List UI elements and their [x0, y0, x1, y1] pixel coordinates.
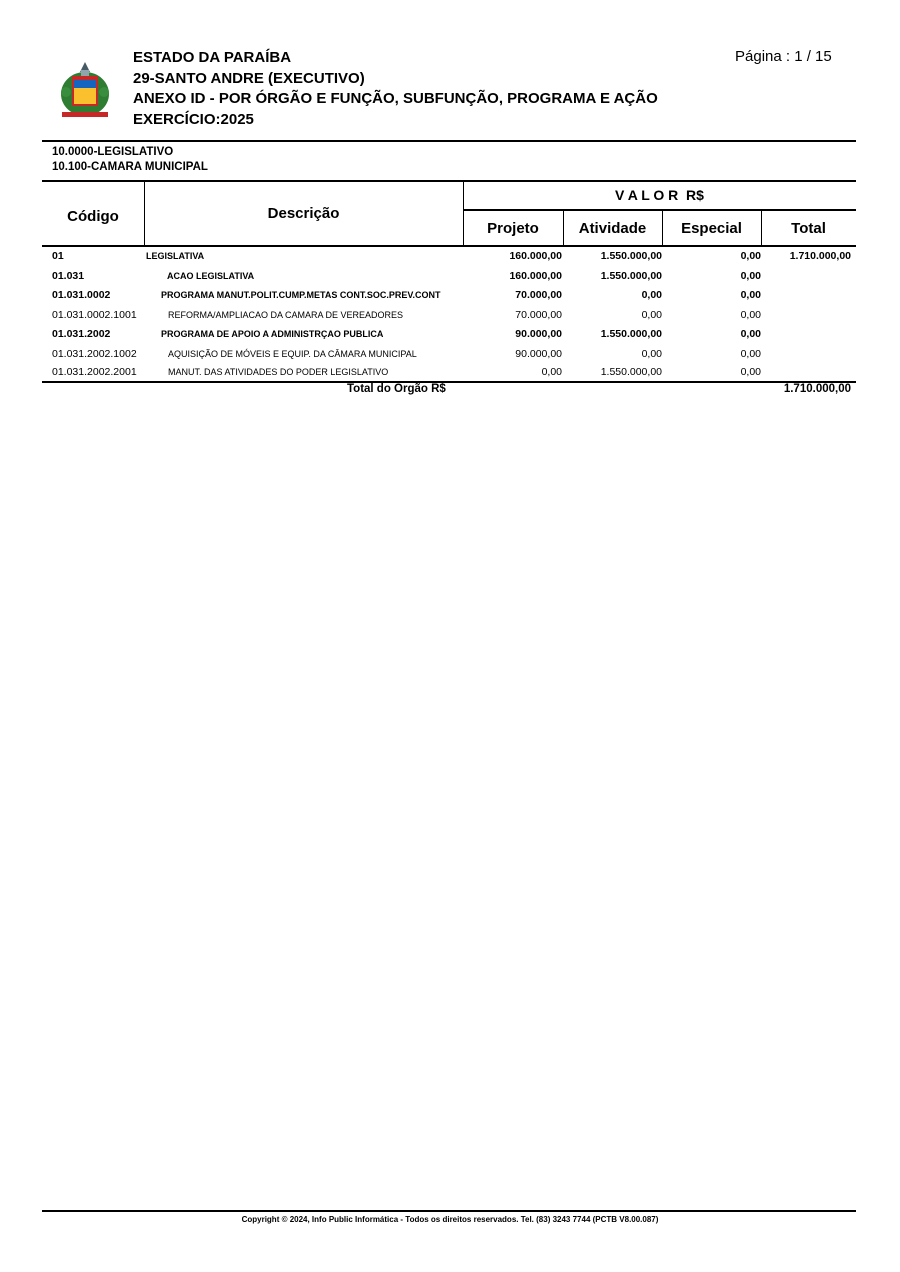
row-projeto: 70.000,00 [515, 308, 562, 321]
row-especial: 0,00 [740, 308, 761, 321]
row-atividade: 1.550.000,00 [600, 366, 662, 378]
row-code: 01.031.2002 [52, 328, 111, 340]
row-atividade: 0,00 [641, 289, 662, 301]
row-especial: 0,00 [740, 328, 761, 340]
row-projeto: 0,00 [541, 366, 562, 378]
table-row [42, 363, 856, 383]
unidade-label: 10.100-CAMARA MUNICIPAL [52, 161, 208, 173]
total-orgao-label: Total do Órgão R$ [347, 383, 446, 395]
table-row [42, 286, 856, 306]
row-total: 1.710.000,00 [789, 250, 851, 262]
row-code: 01.031.0002.1001 [52, 308, 137, 321]
page-number: Página : 1 / 15 [735, 48, 832, 65]
footer-copyright: Copyright © 2024, Info Public Informática - Todos os direitos reservados. Tel. (83) 3243 7744 (PCTB V8.00.087) [241, 1215, 659, 1224]
row-description: PROGRAMA MANUT.POLIT.CUMP.METAS CONT.SOC.PREV.CONT [161, 290, 441, 300]
header-divider [42, 140, 856, 142]
row-especial: 0,00 [740, 269, 761, 282]
row-description: MANUT. DAS ATIVIDADES DO PODER LEGISLATIVO [168, 367, 389, 377]
annex-title: ANEXO ID - POR ÓRGÃO E FUNÇÃO, SUBFUNÇÃO, PROGRAMA E AÇÃO [133, 90, 658, 107]
header-codigo: Código [67, 208, 119, 225]
row-atividade: 0,00 [641, 347, 662, 360]
row-atividade: 1.550.000,00 [600, 269, 662, 282]
section-info [52, 145, 208, 175]
row-projeto: 70.000,00 [515, 289, 562, 301]
row-atividade: 1.550.000,00 [600, 250, 662, 262]
row-especial: 0,00 [740, 347, 761, 360]
row-description: ACAO LEGISLATIVA [167, 270, 255, 281]
footer-divider [42, 1210, 856, 1212]
valor-divider [463, 209, 856, 211]
report-header [133, 48, 658, 130]
table-row [42, 306, 856, 326]
row-description: REFORMA/AMPLIACAO DA CAMARA DE VEREADORES [168, 309, 404, 320]
row-code: 01.031.2002.2001 [52, 366, 137, 378]
table-row [42, 345, 856, 365]
table-row [42, 247, 856, 267]
row-description: AQUISIÇÃO DE MÓVEIS E EQUIP. DA CÂMARA MUNICIPAL [168, 348, 417, 359]
row-projeto: 160.000,00 [509, 269, 562, 282]
state-title: ESTADO DA PARAÍBA [133, 49, 292, 66]
orgao-label: 10.0000-LEGISLATIVO [52, 146, 174, 158]
row-description: LEGISLATIVA [146, 251, 205, 261]
table-row [42, 267, 856, 287]
row-projeto: 90.000,00 [515, 328, 562, 340]
coat-of-arms-icon [54, 58, 116, 120]
header-valor: V A L O R R$ [615, 187, 704, 203]
fiscal-year: EXERCÍCIO:2025 [133, 110, 254, 128]
row-projeto: 160.000,00 [509, 250, 562, 262]
table-top-border [42, 180, 856, 182]
row-especial: 0,00 [740, 250, 761, 262]
row-code: 01.031.2002.1002 [52, 347, 137, 360]
header-especial: Especial [681, 220, 742, 237]
header-total: Total [791, 220, 826, 237]
row-description: PROGRAMA DE APOIO A ADMINISTRÇAO PUBLICA [161, 329, 384, 339]
entity-title: 29-SANTO ANDRE (EXECUTIVO) [133, 69, 365, 87]
header-descricao: Descrição [267, 205, 340, 222]
row-code: 01 [52, 250, 64, 262]
row-code: 01.031.0002 [52, 289, 111, 301]
row-atividade: 1.550.000,00 [600, 328, 662, 340]
row-code: 01.031 [52, 269, 85, 282]
table-bottom-border [42, 381, 856, 383]
header-atividade: Atividade [578, 220, 647, 237]
table-row [42, 325, 856, 345]
row-especial: 0,00 [740, 289, 761, 301]
total-orgao-value: 1.710.000,00 [783, 383, 851, 395]
row-atividade: 0,00 [641, 308, 662, 321]
row-especial: 0,00 [740, 366, 761, 378]
header-projeto: Projeto [487, 220, 539, 237]
row-projeto: 90.000,00 [515, 347, 562, 360]
